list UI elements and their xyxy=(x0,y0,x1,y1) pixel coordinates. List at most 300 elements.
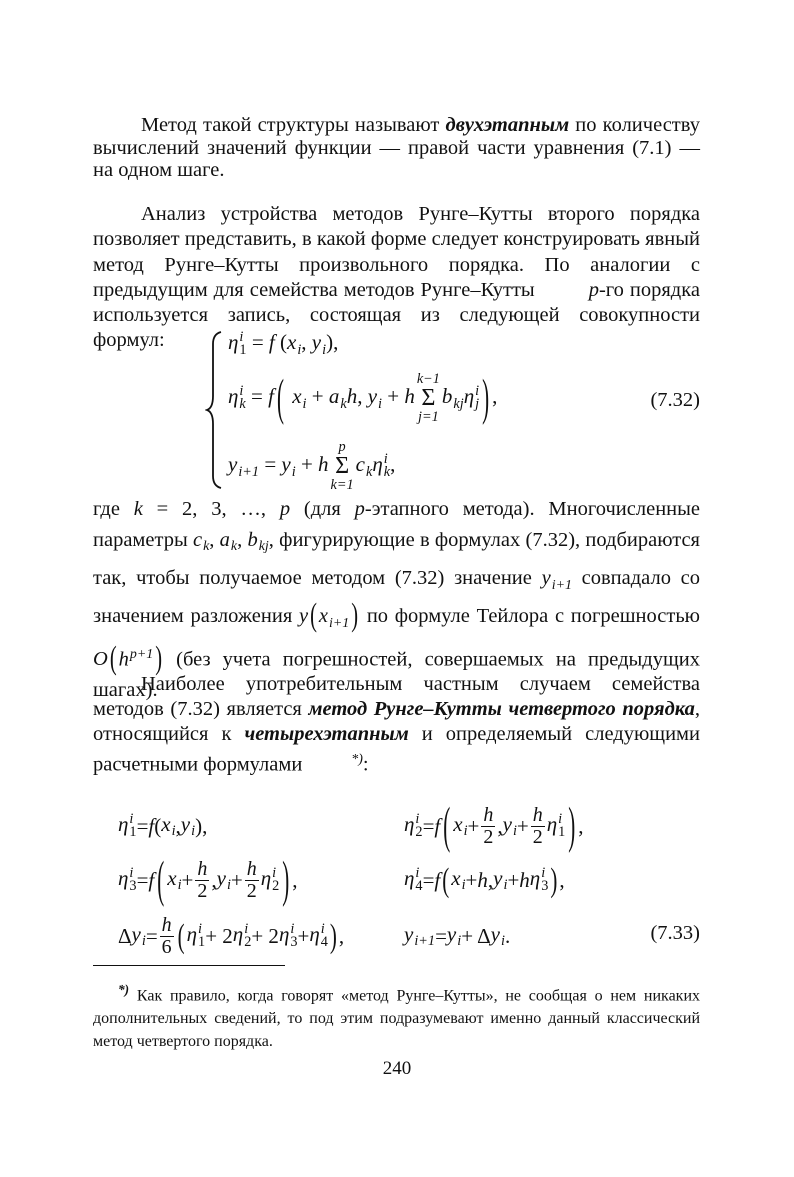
symbol-base: η xyxy=(186,922,198,947)
eq-7-33-cell-3 xyxy=(118,852,298,908)
subscript: i xyxy=(171,823,176,840)
subscript: i xyxy=(378,396,382,413)
subscript: i xyxy=(191,823,196,840)
indices xyxy=(272,864,280,895)
text-run: ( xyxy=(154,813,162,838)
math-symbol xyxy=(119,640,154,675)
text-run: ), xyxy=(326,330,339,354)
subscript: k xyxy=(239,396,246,413)
indices xyxy=(415,864,423,895)
left-brace-icon xyxy=(205,330,223,490)
text-run: + xyxy=(507,867,520,892)
symbol-base: h xyxy=(318,452,329,477)
text-run: , xyxy=(292,867,298,892)
summation xyxy=(331,440,354,493)
eq-7-32-line-2 xyxy=(228,368,498,427)
math-symbol xyxy=(451,866,465,895)
subscript: i xyxy=(463,823,468,840)
math-symbol xyxy=(319,601,349,639)
superscript: i xyxy=(129,864,134,881)
denominator: 2 xyxy=(197,879,208,902)
footnote xyxy=(93,978,700,1053)
symbol-base: y xyxy=(493,865,503,890)
indices xyxy=(415,810,423,841)
math-symbol xyxy=(347,384,358,409)
fraction xyxy=(481,805,495,848)
math-symbol xyxy=(356,452,373,481)
symbol-base: a xyxy=(328,384,340,409)
paragraph-2 xyxy=(93,202,700,354)
text-run: : xyxy=(362,753,369,776)
symbol-base: y xyxy=(216,865,226,890)
text-run: + xyxy=(295,452,319,477)
symbol-base: η xyxy=(118,866,129,891)
indices xyxy=(239,328,247,359)
math-symbol xyxy=(228,384,246,412)
parenthesis: ) xyxy=(282,850,290,908)
superscript: i xyxy=(558,810,563,827)
text-run: -этапного метода). Многочисленные параметры xyxy=(93,498,701,551)
subscript: 1 xyxy=(558,824,566,841)
math-symbol xyxy=(269,330,275,355)
text-run: . xyxy=(504,923,511,948)
subscript: i xyxy=(291,464,296,481)
text-run: + Δ xyxy=(461,923,491,948)
footnote-rule xyxy=(93,965,285,966)
indices xyxy=(239,382,246,413)
indices xyxy=(541,864,549,895)
eq-7-33-cell-5 xyxy=(118,908,344,964)
math-symbol xyxy=(447,922,461,951)
math-symbol xyxy=(404,922,435,951)
math-symbol xyxy=(541,278,599,303)
math-symbol xyxy=(318,452,329,477)
math-symbol xyxy=(228,452,259,481)
text-run: = xyxy=(136,867,149,892)
symbol-base: y xyxy=(281,452,291,477)
math-symbol xyxy=(161,812,175,841)
math-symbol xyxy=(228,330,247,358)
text-run: , xyxy=(338,923,345,948)
superscript: i xyxy=(239,328,244,345)
symbol-base: f xyxy=(148,867,155,892)
subscript: i xyxy=(177,877,182,894)
math-symbol xyxy=(181,812,195,841)
summation xyxy=(417,372,440,425)
math-symbol xyxy=(368,384,382,413)
superscript: i xyxy=(415,810,420,827)
text-run: , xyxy=(175,813,181,838)
math-symbol xyxy=(280,494,290,525)
parenthesis: ( xyxy=(310,598,317,634)
emphasized-term: четырехэтапным xyxy=(244,723,409,745)
symbol-base: y xyxy=(446,921,457,946)
math-symbol xyxy=(493,866,507,895)
superscript: i xyxy=(129,810,134,827)
symbol-base: h xyxy=(477,867,488,892)
symbol-base: y xyxy=(502,811,512,836)
text-run: Δ xyxy=(118,923,132,948)
subscript: i xyxy=(512,823,517,840)
math-symbol xyxy=(287,330,301,359)
text-run: = xyxy=(245,384,269,409)
sum-lower-limit: j=1 xyxy=(418,409,439,426)
symbol-base: b xyxy=(247,528,258,551)
text-run: + 2 xyxy=(251,923,279,948)
numerator: h xyxy=(246,857,257,880)
subscript: kj xyxy=(453,396,464,413)
superscript: i xyxy=(244,920,249,937)
math-symbol xyxy=(247,525,268,563)
text-run: = xyxy=(422,867,435,892)
symbol-base: y xyxy=(490,921,500,946)
symbol-base: p xyxy=(279,498,291,520)
subscript: k xyxy=(203,539,210,555)
footnote-text: Как правило, когда говорят «метод Рунге–Кутты», не сообщая о нем никаких дополнительных сведений, то под этим подразумевают именно данный классический метод четвертого порядка. xyxy=(93,987,700,1051)
subscript: 1 xyxy=(129,824,137,841)
indices xyxy=(290,920,298,951)
math-symbol xyxy=(404,812,423,840)
indices xyxy=(198,920,206,951)
math-symbol xyxy=(261,866,280,894)
text-run: + xyxy=(381,384,405,409)
text-run: + xyxy=(465,867,478,892)
parenthesis: ( xyxy=(276,368,284,427)
parenthesis: ) xyxy=(155,641,163,677)
symbol-base: h xyxy=(519,867,530,892)
parenthesis: ( xyxy=(109,641,117,677)
text-run: , xyxy=(211,867,217,892)
symbol-base: η xyxy=(228,330,239,354)
symbol-base: η xyxy=(463,384,475,409)
text-run: Наиболее употребительным частным случаем семейства методов (7.32) является xyxy=(93,673,700,720)
text-run: = xyxy=(145,923,158,948)
text-run: , xyxy=(357,384,368,409)
math-symbol xyxy=(148,814,154,839)
text-run: ), xyxy=(195,813,208,838)
symbol-base: η xyxy=(228,384,239,409)
symbol-base: h xyxy=(346,384,358,409)
text-run: = xyxy=(435,923,447,948)
math-symbol xyxy=(503,812,517,841)
symbol-base: p xyxy=(354,498,365,520)
math-symbol xyxy=(404,384,415,409)
page-number: 240 xyxy=(382,1058,412,1079)
equation-number: (7.33) xyxy=(650,922,700,944)
subscript: 2 xyxy=(272,878,280,895)
text-run: , xyxy=(237,528,248,551)
sigma-symbol: Σ xyxy=(335,452,350,480)
sum-lower-limit: k=1 xyxy=(330,477,354,494)
text-run: (без учета погрешностей, совершаемых на предыдущих шагах). xyxy=(93,648,700,701)
text-run: , xyxy=(559,867,565,892)
emphasized-term: метод Рунге–Кутты четвертого порядка xyxy=(308,698,695,720)
text-run: (для xyxy=(290,498,355,520)
superscript: i xyxy=(475,382,480,399)
symbol-base: x xyxy=(161,811,171,836)
parenthesis: ) xyxy=(329,916,337,955)
sum-upper-limit: k−1 xyxy=(416,371,440,387)
subscript: i+1 xyxy=(238,464,260,481)
symbol-base: O xyxy=(93,648,108,671)
text-run: + xyxy=(516,813,529,838)
text-run: + xyxy=(230,867,243,892)
indices xyxy=(320,920,328,951)
symbol-base: y xyxy=(131,921,141,946)
symbol-base: y xyxy=(367,384,378,409)
symbol-base: y xyxy=(228,452,238,477)
superscript: i xyxy=(383,450,388,467)
subscript: i xyxy=(457,933,462,950)
text-run: и определяемый следующими расчетными формулами xyxy=(93,723,700,776)
symbol-base: f xyxy=(434,867,441,892)
parenthesis: ( xyxy=(177,916,185,955)
math-symbol xyxy=(281,452,295,481)
fraction xyxy=(245,859,259,902)
symbol-base: x xyxy=(292,384,302,409)
symbol-base: η xyxy=(309,922,320,947)
symbol-base: p xyxy=(588,278,599,301)
math-symbol xyxy=(404,866,423,894)
denominator: 2 xyxy=(483,825,494,848)
math-symbol xyxy=(547,812,566,840)
parenthesis: ) xyxy=(550,860,558,899)
text-run: = 2, 3, …, xyxy=(142,498,280,520)
text-run: совпадало со значением разложения xyxy=(93,566,700,628)
text-run: Анализ устройства методов Рунге–Кутты второго порядка позволяет представить, в какой форме следует конструировать явный метод Рунге–Кутты произвольного порядка. По аналогии с предыдущим для семейства методов Рунге–Кутты xyxy=(93,203,700,301)
symbol-base: η xyxy=(546,812,558,837)
sum-upper-limit: p xyxy=(338,439,346,455)
numerator: h xyxy=(197,857,208,880)
parenthesis: ) xyxy=(482,368,490,427)
text-run: = xyxy=(422,813,435,838)
superscript: i xyxy=(541,864,546,881)
fraction xyxy=(160,915,174,958)
superscript: p+1 xyxy=(129,646,154,662)
eq-7-33-cell-1 xyxy=(118,798,207,854)
math-symbol xyxy=(299,601,308,632)
math-symbol xyxy=(442,384,464,413)
math-symbol xyxy=(542,563,572,601)
symbol-base: k xyxy=(133,498,143,520)
symbol-base: x xyxy=(167,865,177,890)
subscript: 2 xyxy=(244,934,252,951)
text-run: , xyxy=(497,813,503,838)
subscript: 1 xyxy=(198,934,206,951)
symbol-base: h xyxy=(118,648,129,671)
superscript: i xyxy=(320,920,325,937)
math-symbol xyxy=(193,525,209,563)
subscript: 4 xyxy=(320,934,328,951)
numerator: h xyxy=(161,913,172,936)
symbol-base: y xyxy=(541,566,551,589)
eq-7-33-cell-4 xyxy=(404,852,565,908)
math-symbol xyxy=(187,922,206,950)
superscript: i xyxy=(239,382,244,399)
text-run: , xyxy=(390,452,396,477)
subscript: i+1 xyxy=(551,577,572,593)
denominator: 2 xyxy=(532,825,543,848)
text-run: , xyxy=(492,384,498,409)
text-run: где xyxy=(93,498,134,520)
subscript: i xyxy=(461,877,466,894)
eq-7-33-cell-6 xyxy=(404,908,510,964)
subscript: i+1 xyxy=(329,616,350,632)
math-symbol xyxy=(118,866,137,894)
paragraph-4 xyxy=(93,672,700,778)
symbol-base: η xyxy=(404,866,415,891)
text-run: Метод такой структуры называют xyxy=(141,114,446,136)
symbol-base: y xyxy=(404,921,414,946)
text-run: по формуле Тейлора с погрешностью xyxy=(360,605,700,628)
text-run: = xyxy=(246,330,269,354)
symbol-base: f xyxy=(148,813,155,838)
math-symbol xyxy=(434,814,440,839)
math-symbol xyxy=(530,866,549,894)
subscript: i xyxy=(500,933,505,950)
subscript: k xyxy=(365,464,373,481)
subscript: k xyxy=(340,396,347,413)
parenthesis: ) xyxy=(351,598,359,634)
superscript: i xyxy=(290,920,295,937)
text-run: = xyxy=(136,813,149,838)
subscript: kj xyxy=(258,539,269,555)
text-run: + 2 xyxy=(205,923,233,948)
subscript: 3 xyxy=(290,934,298,951)
subscript: i xyxy=(503,877,508,894)
text-run: + xyxy=(181,867,194,892)
symbol-base: η xyxy=(404,812,415,837)
footnote-marker: *) xyxy=(118,982,130,997)
math-symbol xyxy=(279,922,298,950)
numerator: h xyxy=(532,803,543,826)
text-run: , фигурирующие в формулах (7.32), подбираются так, чтобы получаемое методом (7.32) значение xyxy=(93,528,700,589)
denominator: 2 xyxy=(246,879,257,902)
subscript: 2 xyxy=(415,824,423,841)
fraction xyxy=(195,859,209,902)
math-symbol xyxy=(329,384,347,413)
symbol-base: c xyxy=(192,528,203,551)
math-symbol xyxy=(132,922,146,951)
math-symbol xyxy=(491,922,505,951)
subscript: j xyxy=(475,396,480,413)
symbol-base: η xyxy=(260,866,272,891)
superscript: i xyxy=(272,864,277,881)
superscript: *) xyxy=(351,752,363,767)
math-symbol xyxy=(233,922,252,950)
symbol-base: η xyxy=(118,812,129,837)
subscript: 4 xyxy=(415,878,423,895)
symbol-base: h xyxy=(404,384,415,409)
symbol-base: x xyxy=(318,605,329,628)
math-symbol xyxy=(118,812,137,840)
fraction xyxy=(531,805,545,848)
emphasized-term: двухэтапным xyxy=(445,114,570,136)
math-symbol xyxy=(93,644,108,675)
eq-7-32-line-3 xyxy=(228,440,395,493)
superscript: i xyxy=(198,920,203,937)
symbol-base: y xyxy=(180,811,191,836)
symbol-base: f xyxy=(268,384,274,409)
indices xyxy=(475,382,480,413)
indices xyxy=(129,864,137,895)
math-symbol xyxy=(309,922,328,950)
sigma-symbol: Σ xyxy=(421,384,436,412)
math-symbol xyxy=(434,868,440,893)
symbol-base: b xyxy=(441,384,453,409)
subscript: i+1 xyxy=(414,933,436,950)
symbol-base: η xyxy=(232,922,244,947)
eq-7-32-line-1 xyxy=(228,330,338,359)
indices xyxy=(383,450,391,481)
text-run: = xyxy=(259,452,282,477)
math-symbol xyxy=(134,494,143,525)
symbol-base: y xyxy=(311,330,322,354)
subscript: 3 xyxy=(129,878,137,895)
text-run: + xyxy=(306,384,329,409)
subscript: i xyxy=(297,341,302,358)
text-run: , xyxy=(301,330,312,354)
math-symbol xyxy=(268,384,274,409)
text-run: , xyxy=(487,867,494,892)
subscript: 1 xyxy=(239,342,247,359)
indices xyxy=(558,810,566,841)
symbol-base: η xyxy=(278,922,290,947)
math-symbol xyxy=(312,330,326,359)
subscript: i xyxy=(141,933,146,950)
math-symbol xyxy=(292,384,306,413)
denominator: 6 xyxy=(161,935,172,958)
text-run: -го порядка используется запись, состоящая из следующей совокупности формул: xyxy=(93,278,700,352)
text-run: + xyxy=(467,813,480,838)
indices xyxy=(244,920,252,951)
symbol-base: f xyxy=(268,330,275,354)
symbol-base: f xyxy=(434,813,441,838)
math-symbol xyxy=(220,525,237,563)
symbol-base: a xyxy=(219,528,230,551)
math-symbol xyxy=(464,384,479,412)
text-run: , xyxy=(209,528,220,551)
symbol-base: η xyxy=(529,866,541,891)
text-run: , xyxy=(578,813,584,838)
symbol-base: y xyxy=(298,605,309,628)
superscript: i xyxy=(415,864,420,881)
paragraph-1 xyxy=(93,114,700,182)
math-symbol xyxy=(217,866,231,895)
parenthesis: ( xyxy=(443,796,451,854)
symbol-base: η xyxy=(372,452,383,477)
symbol-base: c xyxy=(355,452,365,477)
indices xyxy=(129,810,137,841)
text-run: ( xyxy=(274,330,287,354)
parenthesis: ) xyxy=(568,796,576,854)
symbol-base: x xyxy=(451,865,461,890)
subscript: 3 xyxy=(541,878,549,895)
subscript: i xyxy=(226,877,231,894)
numerator: h xyxy=(483,803,494,826)
text-run: , относящийся к xyxy=(93,698,700,745)
math-symbol xyxy=(519,868,530,893)
subscript: i xyxy=(302,396,307,413)
equation-number: (7.32) xyxy=(650,389,700,411)
symbol-base: x xyxy=(287,330,297,354)
text-run: + xyxy=(297,923,310,948)
math-symbol xyxy=(148,868,154,893)
parenthesis: ( xyxy=(442,860,450,899)
eq-7-33-cell-2 xyxy=(404,798,584,854)
subscript: i xyxy=(322,341,327,358)
math-symbol xyxy=(453,812,467,841)
